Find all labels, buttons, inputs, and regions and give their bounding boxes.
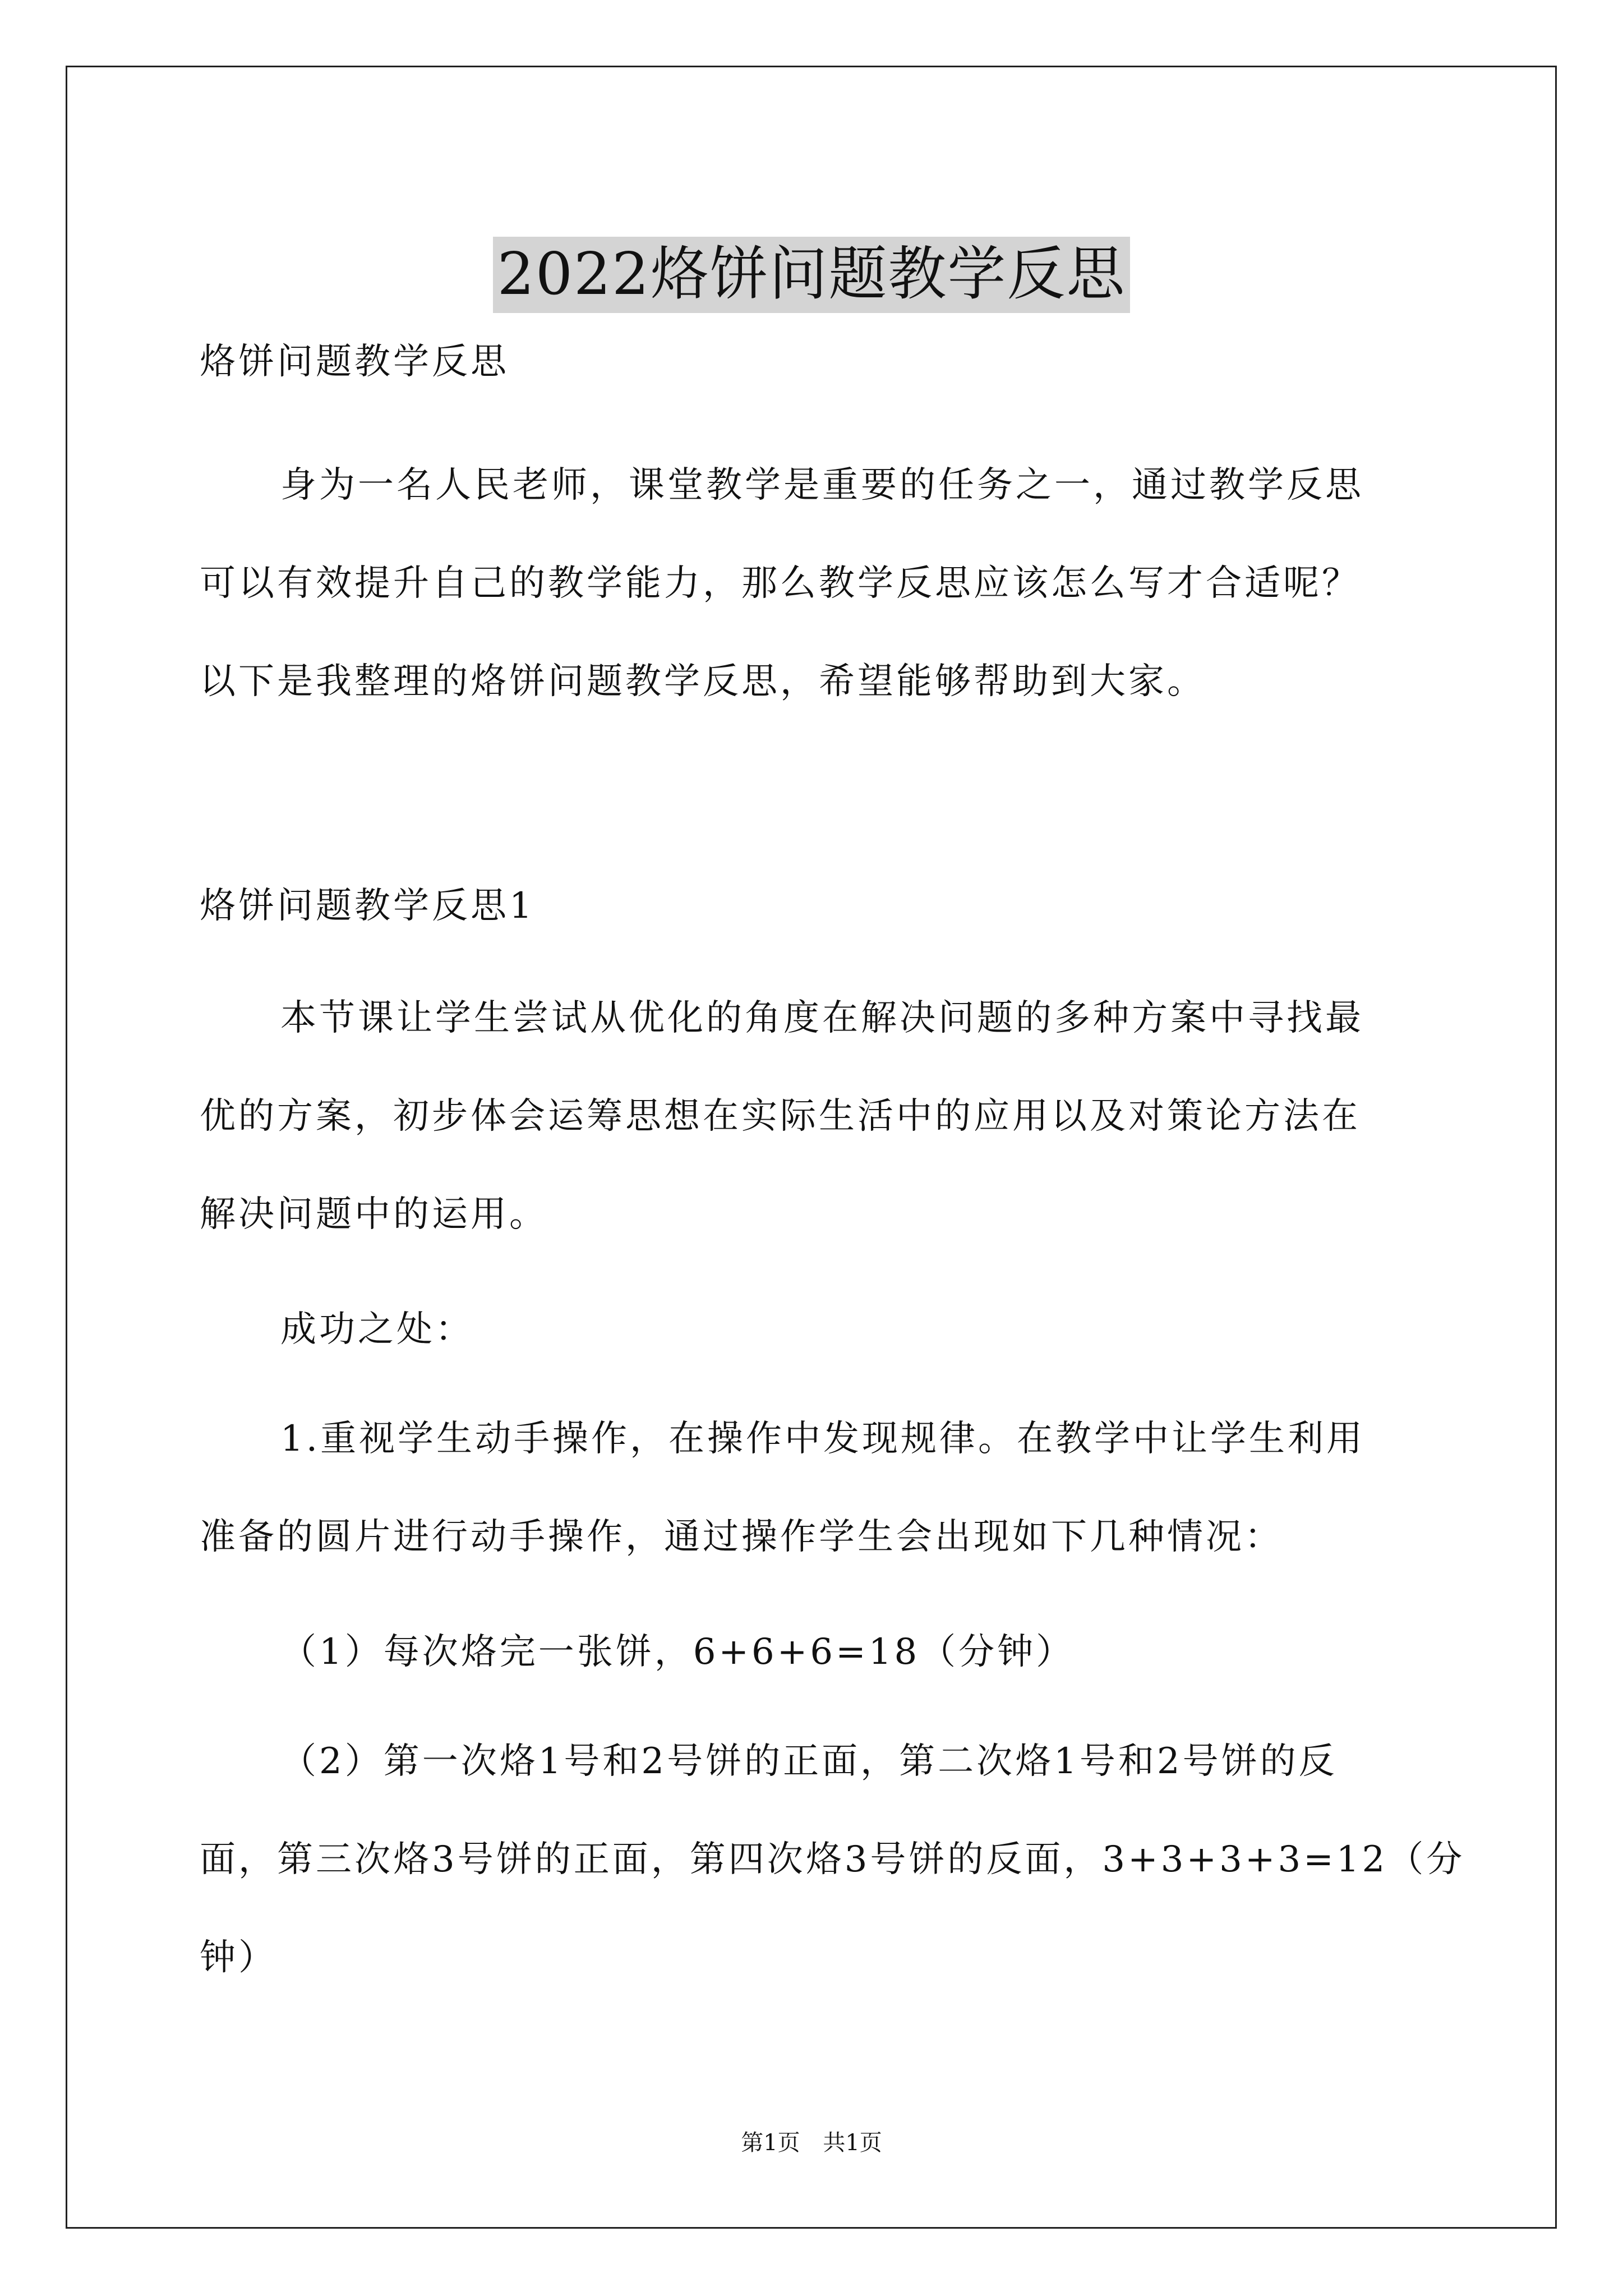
page-footer [0,2129,1623,2157]
paragraph-line: 钟） [200,1937,277,1978]
document-title: 2022烙饼问题教学反思 [493,237,1131,313]
paragraph-line: 以下是我整理的烙饼问题教学反思，希望能够帮助到大家。 [200,661,1206,702]
paragraph-line: 优的方案，初步体会运筹思想在实际生活中的应用以及对策论方法在 [200,1096,1361,1137]
page-border [66,66,1557,2229]
paragraph-line: 1.重视学生动手操作，在操作中发现规律。在教学中让学生利用 [280,1418,1366,1460]
section-heading: 烙饼问题教学反思1 [200,885,535,927]
paragraph-line: 成功之处： [280,1309,474,1350]
paragraph-line: 解决问题中的运用。 [200,1194,548,1235]
paragraph-line: 准备的圆片进行动手操作，通过操作学生会出现如下几种情况： [200,1516,1283,1558]
paragraph-line: 身为一名人民老师，课堂教学是重要的任务之一，通过教学反思 [280,464,1364,506]
title-container [0,197,1623,352]
page-number-current: 第1页 [741,2130,800,2156]
paragraph-line: 本节课让学生尝试从优化的角度在解决问题的多种方案中寻找最 [280,997,1364,1039]
paragraph-line: 面，第三次烙3号饼的正面，第四次烙3号饼的反面，3+3+3+3=12（分 [200,1839,1465,1880]
paragraph-line: 可以有效提升自己的教学能力，那么教学反思应该怎么写才合适呢？ [200,563,1361,604]
paragraph-line: 烙饼问题教学反思 [200,341,509,383]
paragraph-line: （2）第一次烙1号和2号饼的正面，第二次烙1号和2号饼的反 [280,1741,1338,1782]
paragraph-line: （1）每次烙完一张饼，6+6+6=18（分钟） [280,1631,1075,1673]
page-number-total: 共1页 [823,2130,882,2156]
